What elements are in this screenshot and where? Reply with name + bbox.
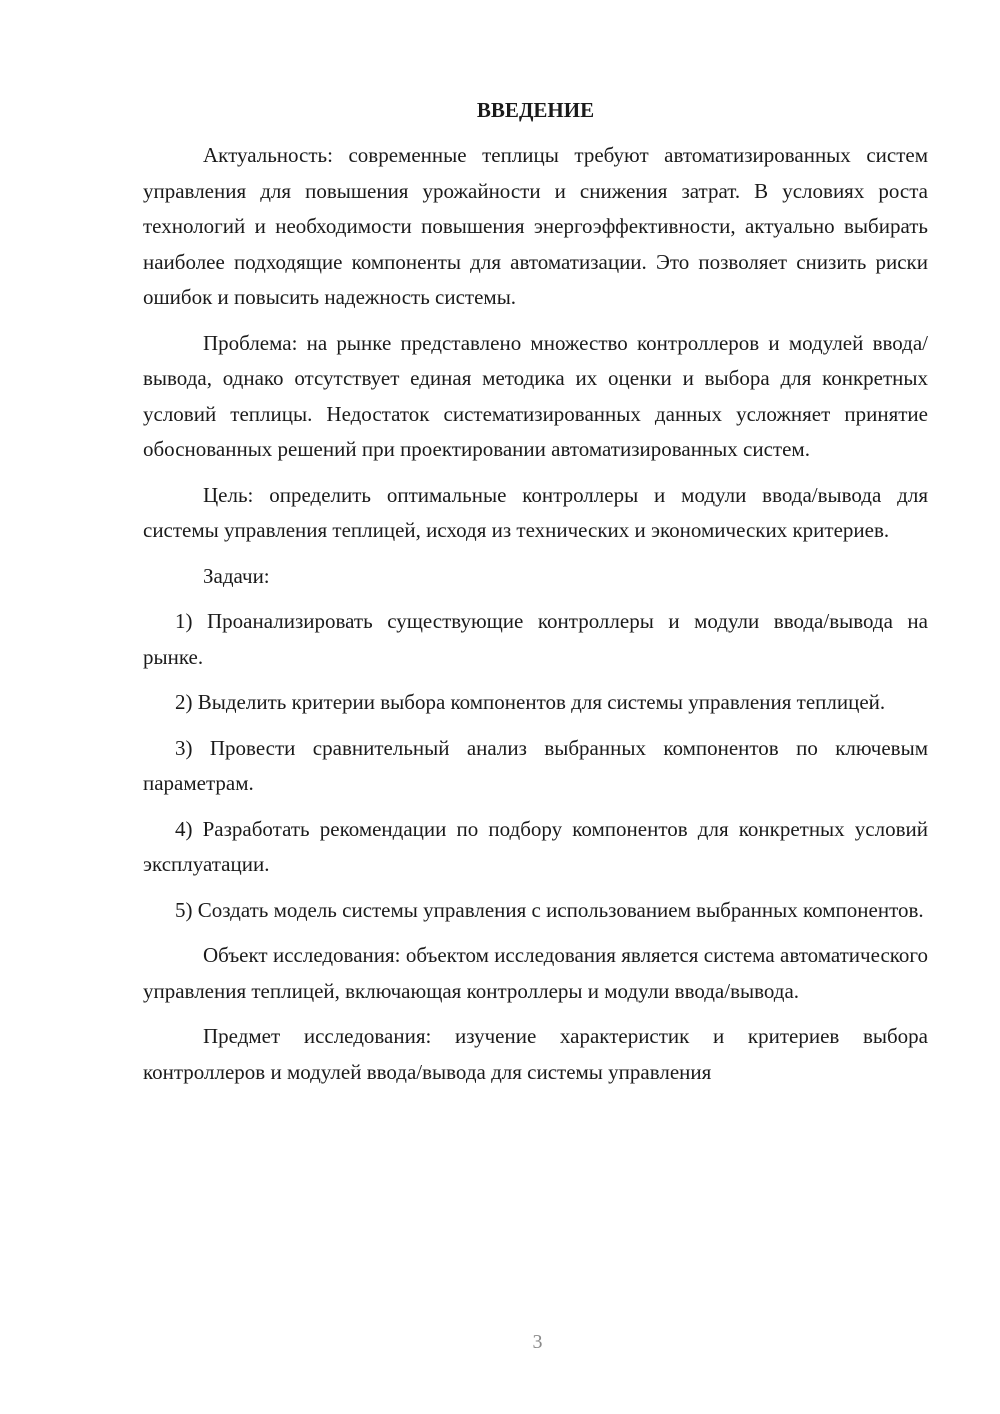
- task-item-3: 3) Провести сравнительный анализ выбранных компонентов по ключевым параметрам.: [143, 735, 928, 795]
- task-item-4: 4) Разработать рекомендации по подбору компонентов для конкретных условий эксплуатации.: [143, 816, 928, 876]
- paragraph-object: Объект исследования: объектом исследования является система автоматического управления теплицей, включающая контроллеры и модули ввода/вывода.: [143, 943, 928, 1003]
- task-item-5: 5) Создать модель системы управления с использованием выбранных компонентов.: [175, 897, 924, 922]
- task-item-2: 2) Выделить критерии выбора компонентов для системы управления теплицей.: [175, 690, 886, 714]
- document-body: [143, 92, 928, 1100]
- paragraph-problem: Проблема: на рынке представлено множество контроллеров и модулей ввода/вывода, однако отсутствует единая методика их оценки и выбора для конкретных условий теплицы. Недостаток систематизированных данных усложняет принятие обоснованных решений при проектировании автоматизированных систем.: [143, 330, 928, 461]
- paragraph-subject: Предмет исследования: изучение характеристик и критериев выбора контроллеров и модулей ввода/вывода для системы управления: [143, 1024, 928, 1084]
- task-item-1: 1) Проанализировать существующие контроллеры и модули ввода/вывода на рынке.: [143, 609, 928, 669]
- paragraph-goal: Цель: определить оптимальные контроллеры и модули ввода/вывода для системы управления теплицей, исходя из технических и экономических критериев.: [143, 482, 928, 542]
- paragraph-relevance: Актуальность: современные теплицы требуют автоматизированных систем управления для повышения урожайности и снижения затрат. В условиях роста технологий и необходимости повышения энергоэффективности, актуально выбирать наиболее подходящие компоненты для автоматизации. Это позволяет снизить риски ошибок и повысить надежность системы.: [143, 143, 928, 309]
- section-heading: ВВЕДЕНИЕ: [476, 98, 595, 122]
- page-number: 3: [532, 1331, 543, 1353]
- tasks-label: Задачи:: [203, 563, 270, 588]
